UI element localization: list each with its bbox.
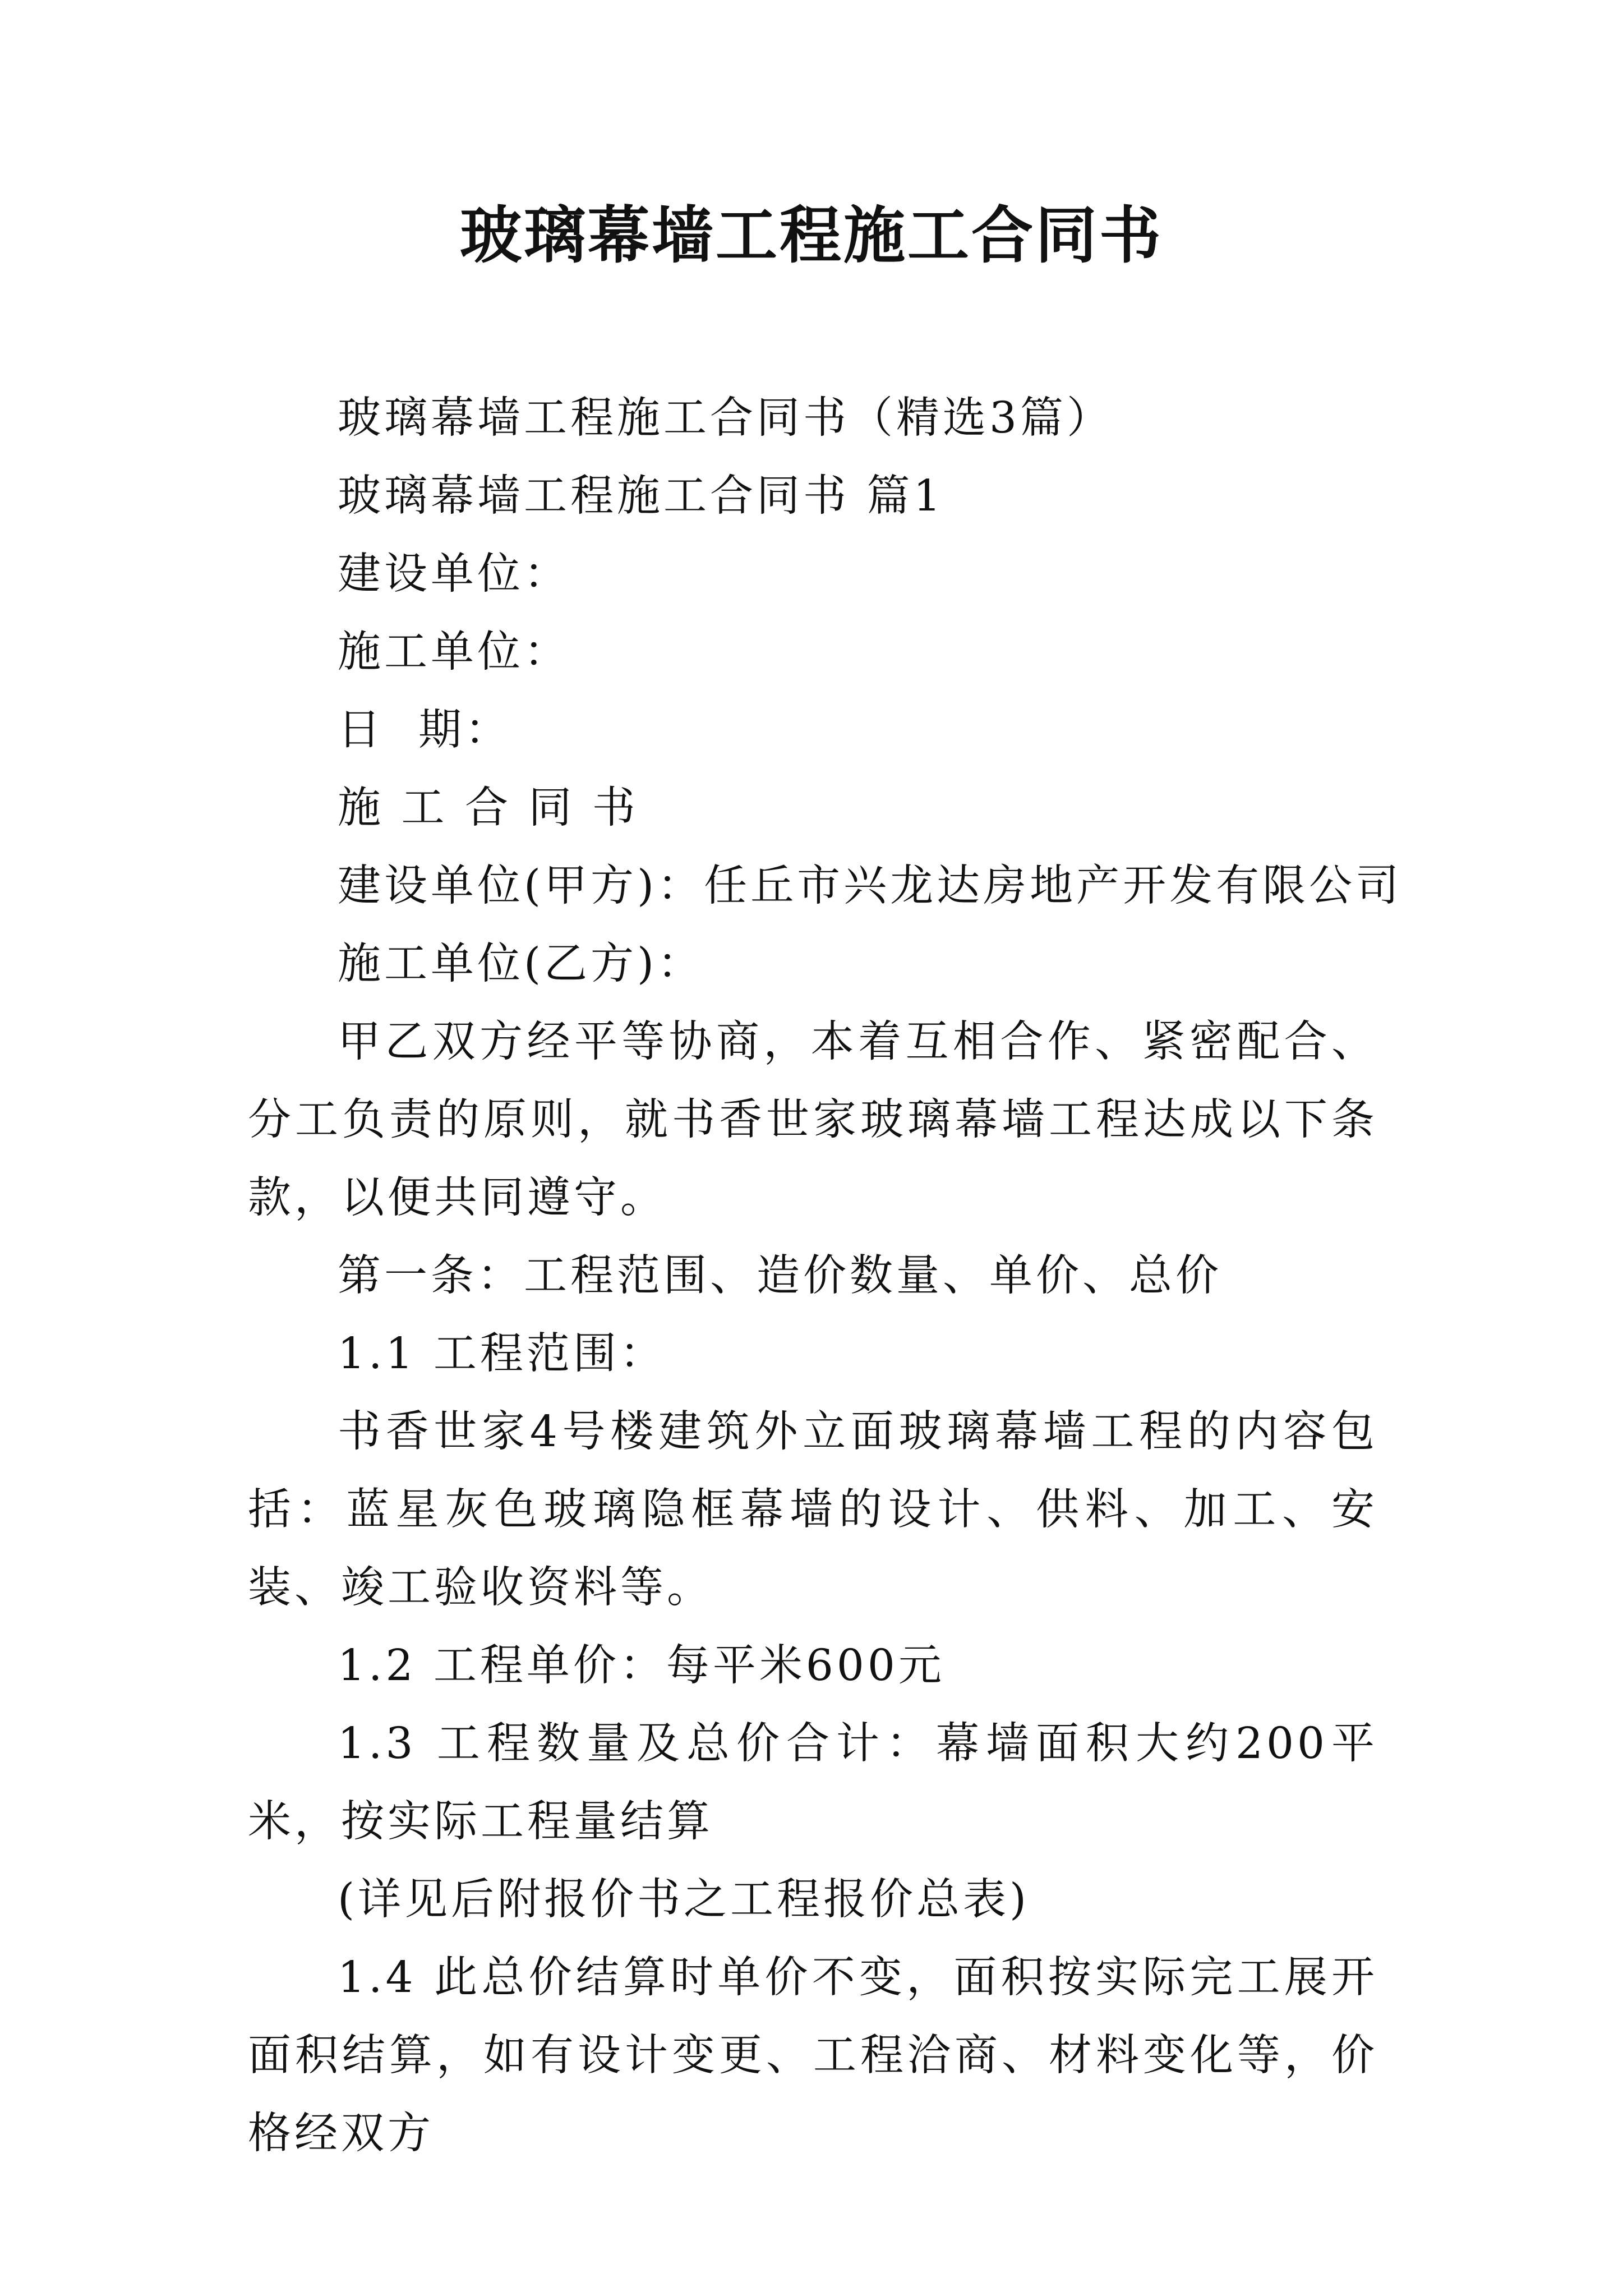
paragraph-contractor-unit: 施工单位： [338,627,570,677]
paragraph-party-b: 施工单位(乙方)： [338,939,704,989]
paragraph-see-attachment: (详见后附报价书之工程报价总表) [338,1875,1030,1925]
paragraph-date: 日 期： [338,705,511,755]
paragraph-article-1: 第一条：工程范围、造价数量、单价、总价 [338,1251,1222,1301]
document-body [248,379,1403,2173]
paragraph-1-1: 1.1 工程范围： [338,1329,666,1379]
paragraph-preamble: 甲乙双方经平等协商，本着互相合作、紧密配合、分工负责的原则，就书香世家玻璃幕墙工程达成以下条款，以便共同遵守。 [248,1017,1378,1223]
paragraph-1-2: 1.2 工程单价：每平米600元 [338,1641,945,1691]
paragraph-1-3: 1.3 工程数量及总价合计：幕墙面积大约200平米，按实际工程量结算 [248,1719,1378,1847]
paragraph-party-a: 建设单位(甲方)：任丘市兴龙达房地产开发有限公司 [338,861,1403,911]
paragraph-subtitle: 玻璃幕墙工程施工合同书（精选3篇） [338,393,1113,443]
paragraph-construction-unit: 建设单位： [338,549,570,599]
paragraph-1-4: 1.4 此总价结算时单价不变，面积按实际完工展开面积结算，如有设计变更、工程洽商、材料变化等，价格经双方 [248,1953,1378,2159]
paragraph-section-heading: 玻璃幕墙工程施工合同书 篇1 [338,471,944,521]
document-title: 玻璃幕墙工程施工合同书 [460,199,1163,272]
paragraph-scope: 书香世家4号楼建筑外立面玻璃幕墙工程的内容包括：蓝星灰色玻璃隐框幕墙的设计、供料、加工、安装、竣工验收资料等。 [248,1407,1378,1613]
paragraph-contract-heading: 施 工 合 同 书 [338,783,639,833]
